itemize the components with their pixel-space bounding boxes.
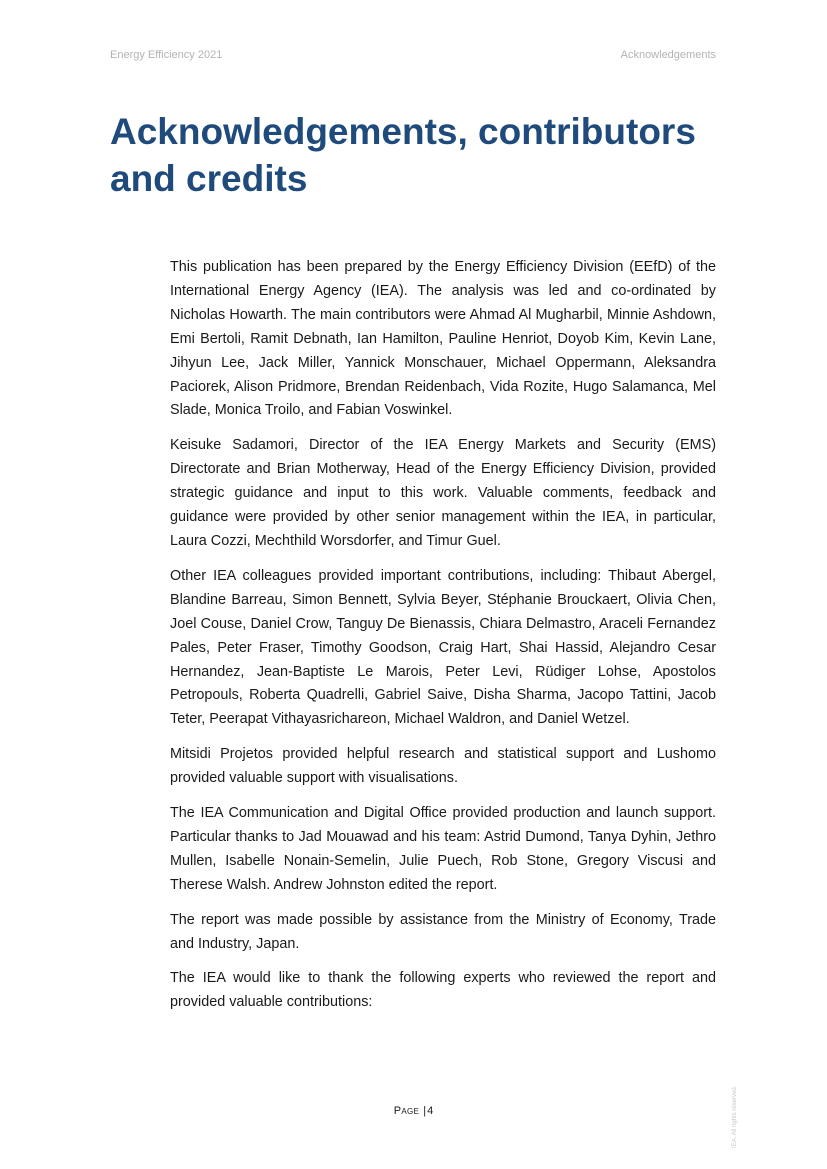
page-footer	[0, 1105, 827, 1117]
paragraph-authors: This publication has been prepared by the Energy Efficiency Division (EEfD) of the International Energy Agency (IEA). The analysis was led and co-ordinated by Nicholas Howarth. The main contributors were Ahmad Al Mugharbil, Minnie Ashdown, Emi Bertoli, Ramit Debnath, Ian Hamilton, Pauline Henriot, Doyob Kim, Kevin Lane, Jihyun Lee, Jack Miller, Yannick Monschauer, Michael Oppermann, Aleksandra Paciorek, Alison Pridmore, Brendan Reidenbach, Vida Rozite, Hugo Salamanca, Mel Slade, Monica Troilo, and Fabian Voswinkel.	[170, 259, 716, 419]
header-report-title: Energy Efficiency 2021	[110, 49, 223, 61]
running-header	[110, 49, 716, 63]
paragraph-guidance: Keisuke Sadamori, Director of the IEA Energy Markets and Security (EMS) Directorate and Brian Motherway, Head of the Energy Efficiency Division, provided strategic guidance and input to this work. Valuable comments, feedback and guidance were provided by other senior management within the IEA, in particular, Laura Cozzi, Mechthild Worsdorfer, and Timur Guel.	[170, 437, 716, 549]
body-text	[170, 256, 716, 1026]
page-number: 4	[427, 1105, 434, 1117]
header-section-name: Acknowledgements	[620, 49, 716, 61]
paragraph-funding: The report was made possible by assistance from the Ministry of Economy, Trade and Industry, Japan.	[170, 911, 716, 952]
page-title: Acknowledgements, contributors and credits	[110, 111, 696, 199]
paragraph-research-support: Mitsidi Projetos provided helpful research and statistical support and Lushomo provided valuable support with visualisations.	[170, 746, 716, 787]
page-label: Page	[393, 1105, 420, 1117]
rights-notice: IEA. All rights reserved.	[732, 1085, 738, 1148]
paragraph-communication: The IEA Communication and Digital Office provided production and launch support. Particular thanks to Jad Mouawad and his team: Astrid Dumond, Tanya Dyhin, Jethro Mullen, Isabelle Nonain-Semelin, Julie Puech, Rob Stone, Gregory Viscusi and Therese Walsh. Andrew Johnston edited the report.	[170, 805, 716, 893]
paragraph-colleagues: Other IEA colleagues provided important contributions, including: Thibaut Abergel, Blandine Barreau, Simon Bennett, Sylvia Beyer, Stéphanie Brouckaert, Olivia Chen, Joel Couse, Daniel Crow, Tanguy De Bienassis, Chiara Delmastro, Araceli Fernandez Pales, Peter Fraser, Timothy Goodson, Craig Hart, Shai Hassid, Alejandro Cesar Hernandez, Jean-Baptiste Le Marois, Peter Levi, Rüdiger Lohse, Apostolos Petropouls, Roberta Quadrelli, Gabriel Saive, Disha Sharma, Jacopo Tattini, Jacob Teter, Peerapat Vithayasrichareon, Michael Waldron, and Daniel Wetzel.	[170, 567, 716, 728]
paragraph-reviewers-intro: The IEA would like to thank the following experts who reviewed the report and provided valuable contributions:	[170, 970, 716, 1011]
page-separator: |	[423, 1105, 427, 1117]
